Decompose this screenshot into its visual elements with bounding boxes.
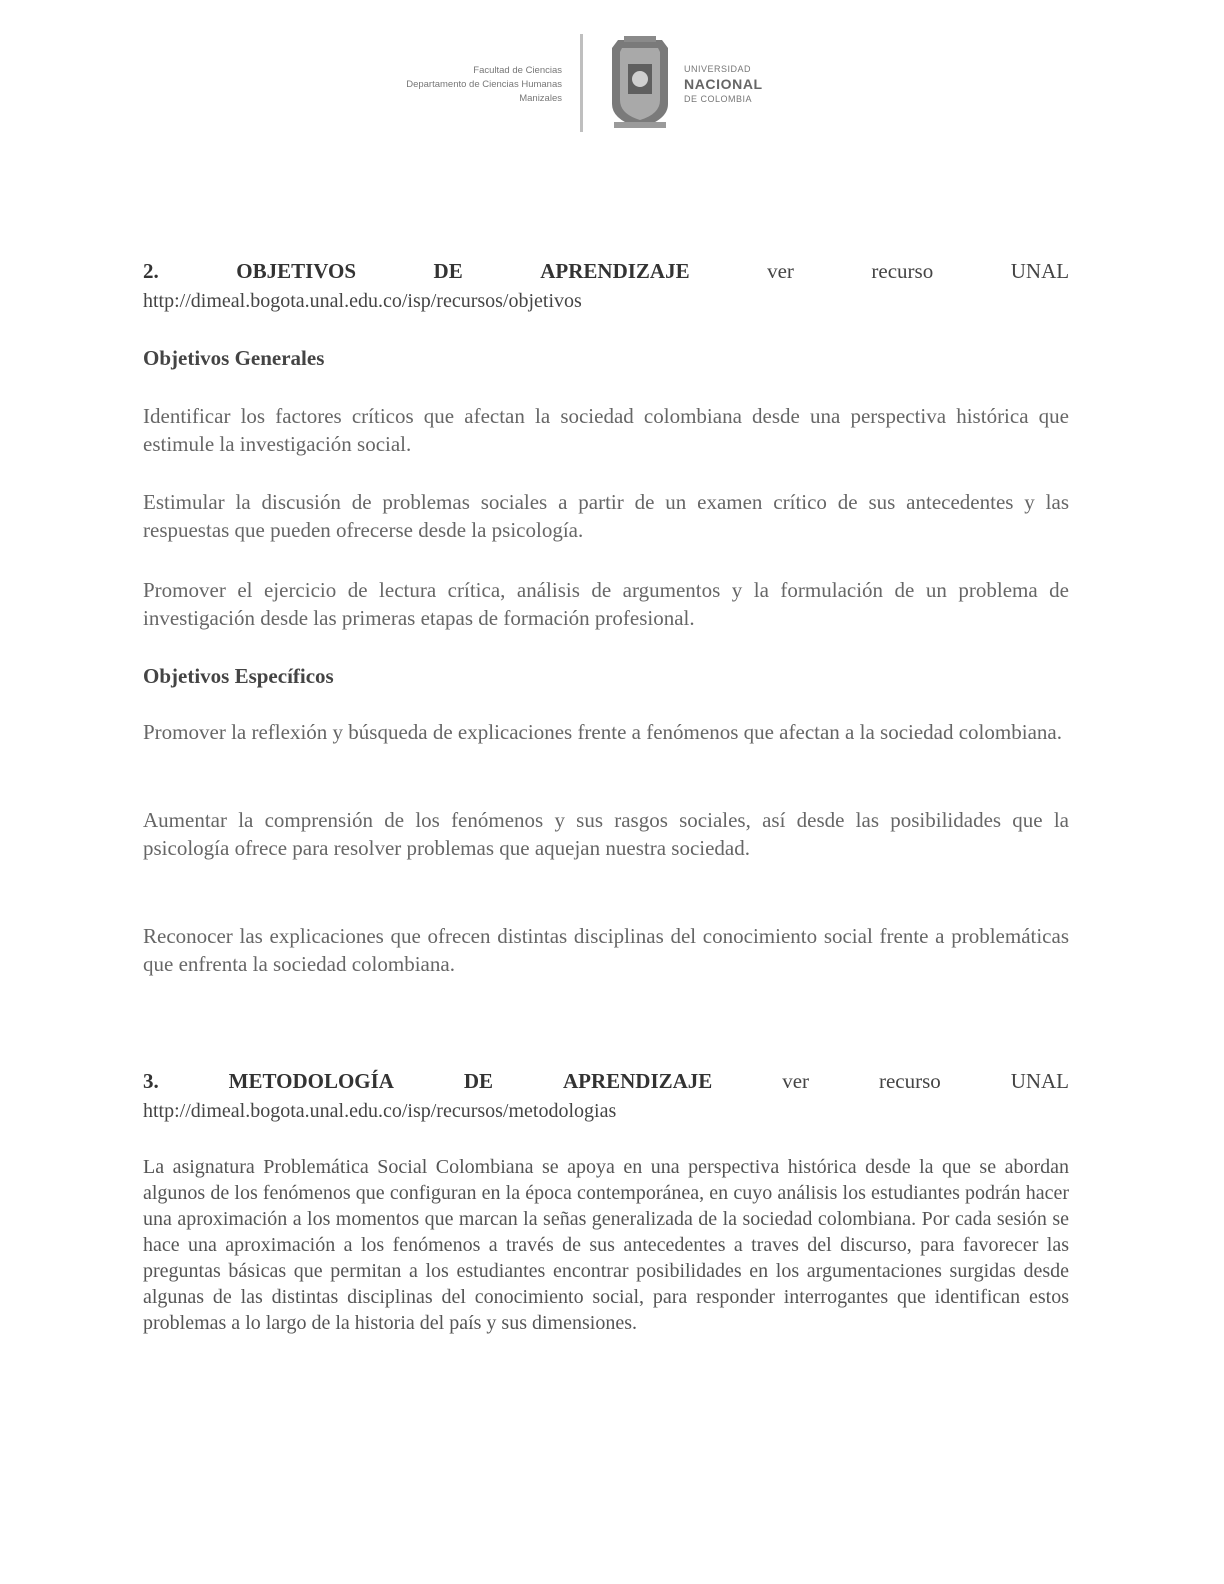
header-city-line: Manizales bbox=[519, 93, 562, 104]
section-title-word: APRENDIZAJE bbox=[540, 259, 690, 283]
objetivo-general-text: Identificar los factores críticos que afectan la sociedad colombiana desde una perspectiva histórica que estimule la investigación social. bbox=[143, 404, 1069, 456]
section-2-heading bbox=[143, 256, 1069, 286]
section-3-link[interactable]: http://dimeal.bogota.unal.edu.co/isp/recursos/metodologias bbox=[143, 1100, 617, 1122]
section-number: 2. bbox=[143, 259, 159, 283]
header-faculty-block bbox=[406, 64, 562, 106]
header-university-name bbox=[684, 62, 763, 107]
objetivo-general-item bbox=[143, 576, 1069, 632]
objetivo-especifico-item bbox=[143, 718, 1069, 746]
header-department-line: Departamento de Ciencias Humanas bbox=[406, 79, 562, 90]
section-2 bbox=[143, 256, 1069, 316]
section-suffix-word: UNAL bbox=[1010, 1069, 1070, 1093]
header-divider bbox=[580, 34, 583, 132]
section-title-word: OBJETIVOS bbox=[236, 259, 357, 283]
objetivos-generales-block bbox=[143, 344, 1069, 372]
section-suffix-word: ver bbox=[782, 1069, 810, 1093]
objetivo-general-text: Promover el ejercicio de lectura crítica, análisis de argumentos y la formulación de un problema de investigación desde las primeras etapas de formación profesional. bbox=[143, 578, 1069, 630]
section-2-link[interactable]: http://dimeal.bogota.unal.edu.co/isp/recursos/objetivos bbox=[143, 290, 582, 312]
header-faculty-line: Facultad de Ciencias bbox=[473, 65, 562, 76]
header-nacional-line: NACIONAL bbox=[684, 76, 763, 92]
objetivo-especifico-text: Reconocer las explicaciones que ofrecen distintas disciplinas del conocimiento social frente a problemáticas que enfrenta la sociedad colombiana. bbox=[143, 924, 1069, 976]
section-3-heading bbox=[143, 1066, 1069, 1096]
section-number: 3. bbox=[143, 1069, 159, 1093]
header-colombia-line: DE COLOMBIA bbox=[684, 94, 753, 104]
metodologia-paragraph: La asignatura Problemática Social Colombiana se apoya en una perspectiva histórica desde la que se abordan algunos de los fenómenos que configuran en la época contemporánea, en cuyo análisis los estudiantes podrán hacer una aproximación a los momentos que marcan la señas generalizada de la sociedad colombiana. Por cada sesión se hace una aproximación a los fenómenos a través de sus antecedentes a traves del discurso, para favorecer las preguntas básicas que permitan a los estudiantes encontrar posibilidades en los argumentaciones surgidas desde algunas de las distintas disciplinas del conocimiento social, para responder interrogantes que identifican estos problemas a lo largo de la historia del país y sus dimensiones. bbox=[143, 1156, 1069, 1334]
section-suffix-word: recurso bbox=[878, 1069, 941, 1093]
section-suffix-word: recurso bbox=[871, 259, 934, 283]
objetivo-especifico-item bbox=[143, 922, 1069, 978]
objetivo-especifico-text: Promover la reflexión y búsqueda de explicaciones frente a fenómenos que afectan a la sociedad colombiana. bbox=[143, 720, 1062, 744]
university-seal-icon bbox=[604, 34, 676, 132]
objetivo-general-text: Estimular la discusión de problemas sociales a partir de un examen crítico de sus antecedentes y las respuestas que pueden ofrecerse desde la psicología. bbox=[143, 490, 1069, 542]
section-title-word: DE bbox=[463, 1069, 494, 1093]
section-title-word: DE bbox=[433, 259, 463, 283]
objetivos-generales-heading: Objetivos Generales bbox=[143, 346, 325, 370]
objetivo-especifico-item bbox=[143, 806, 1069, 862]
page-header bbox=[0, 34, 1224, 134]
section-title-word: APRENDIZAJE bbox=[562, 1069, 713, 1093]
objetivos-especificos-heading: Objetivos Específicos bbox=[143, 664, 334, 688]
section-suffix-word: UNAL bbox=[1010, 259, 1070, 283]
section-suffix-word: ver bbox=[767, 259, 794, 283]
objetivo-especifico-text: Aumentar la comprensión de los fenómenos y sus rasgos sociales, así desde las posibilidades que la psicología ofrece para resolver problemas que aquejan nuestra sociedad. bbox=[143, 808, 1069, 860]
metodologia-block bbox=[143, 1154, 1069, 1336]
objetivo-general-item bbox=[143, 402, 1069, 458]
section-title-word: METODOLOGÍA bbox=[228, 1069, 394, 1093]
objetivo-general-item bbox=[143, 488, 1069, 544]
section-3 bbox=[143, 1066, 1069, 1126]
header-university-line: UNIVERSIDAD bbox=[684, 64, 752, 74]
objetivos-especificos-block bbox=[143, 662, 1069, 690]
